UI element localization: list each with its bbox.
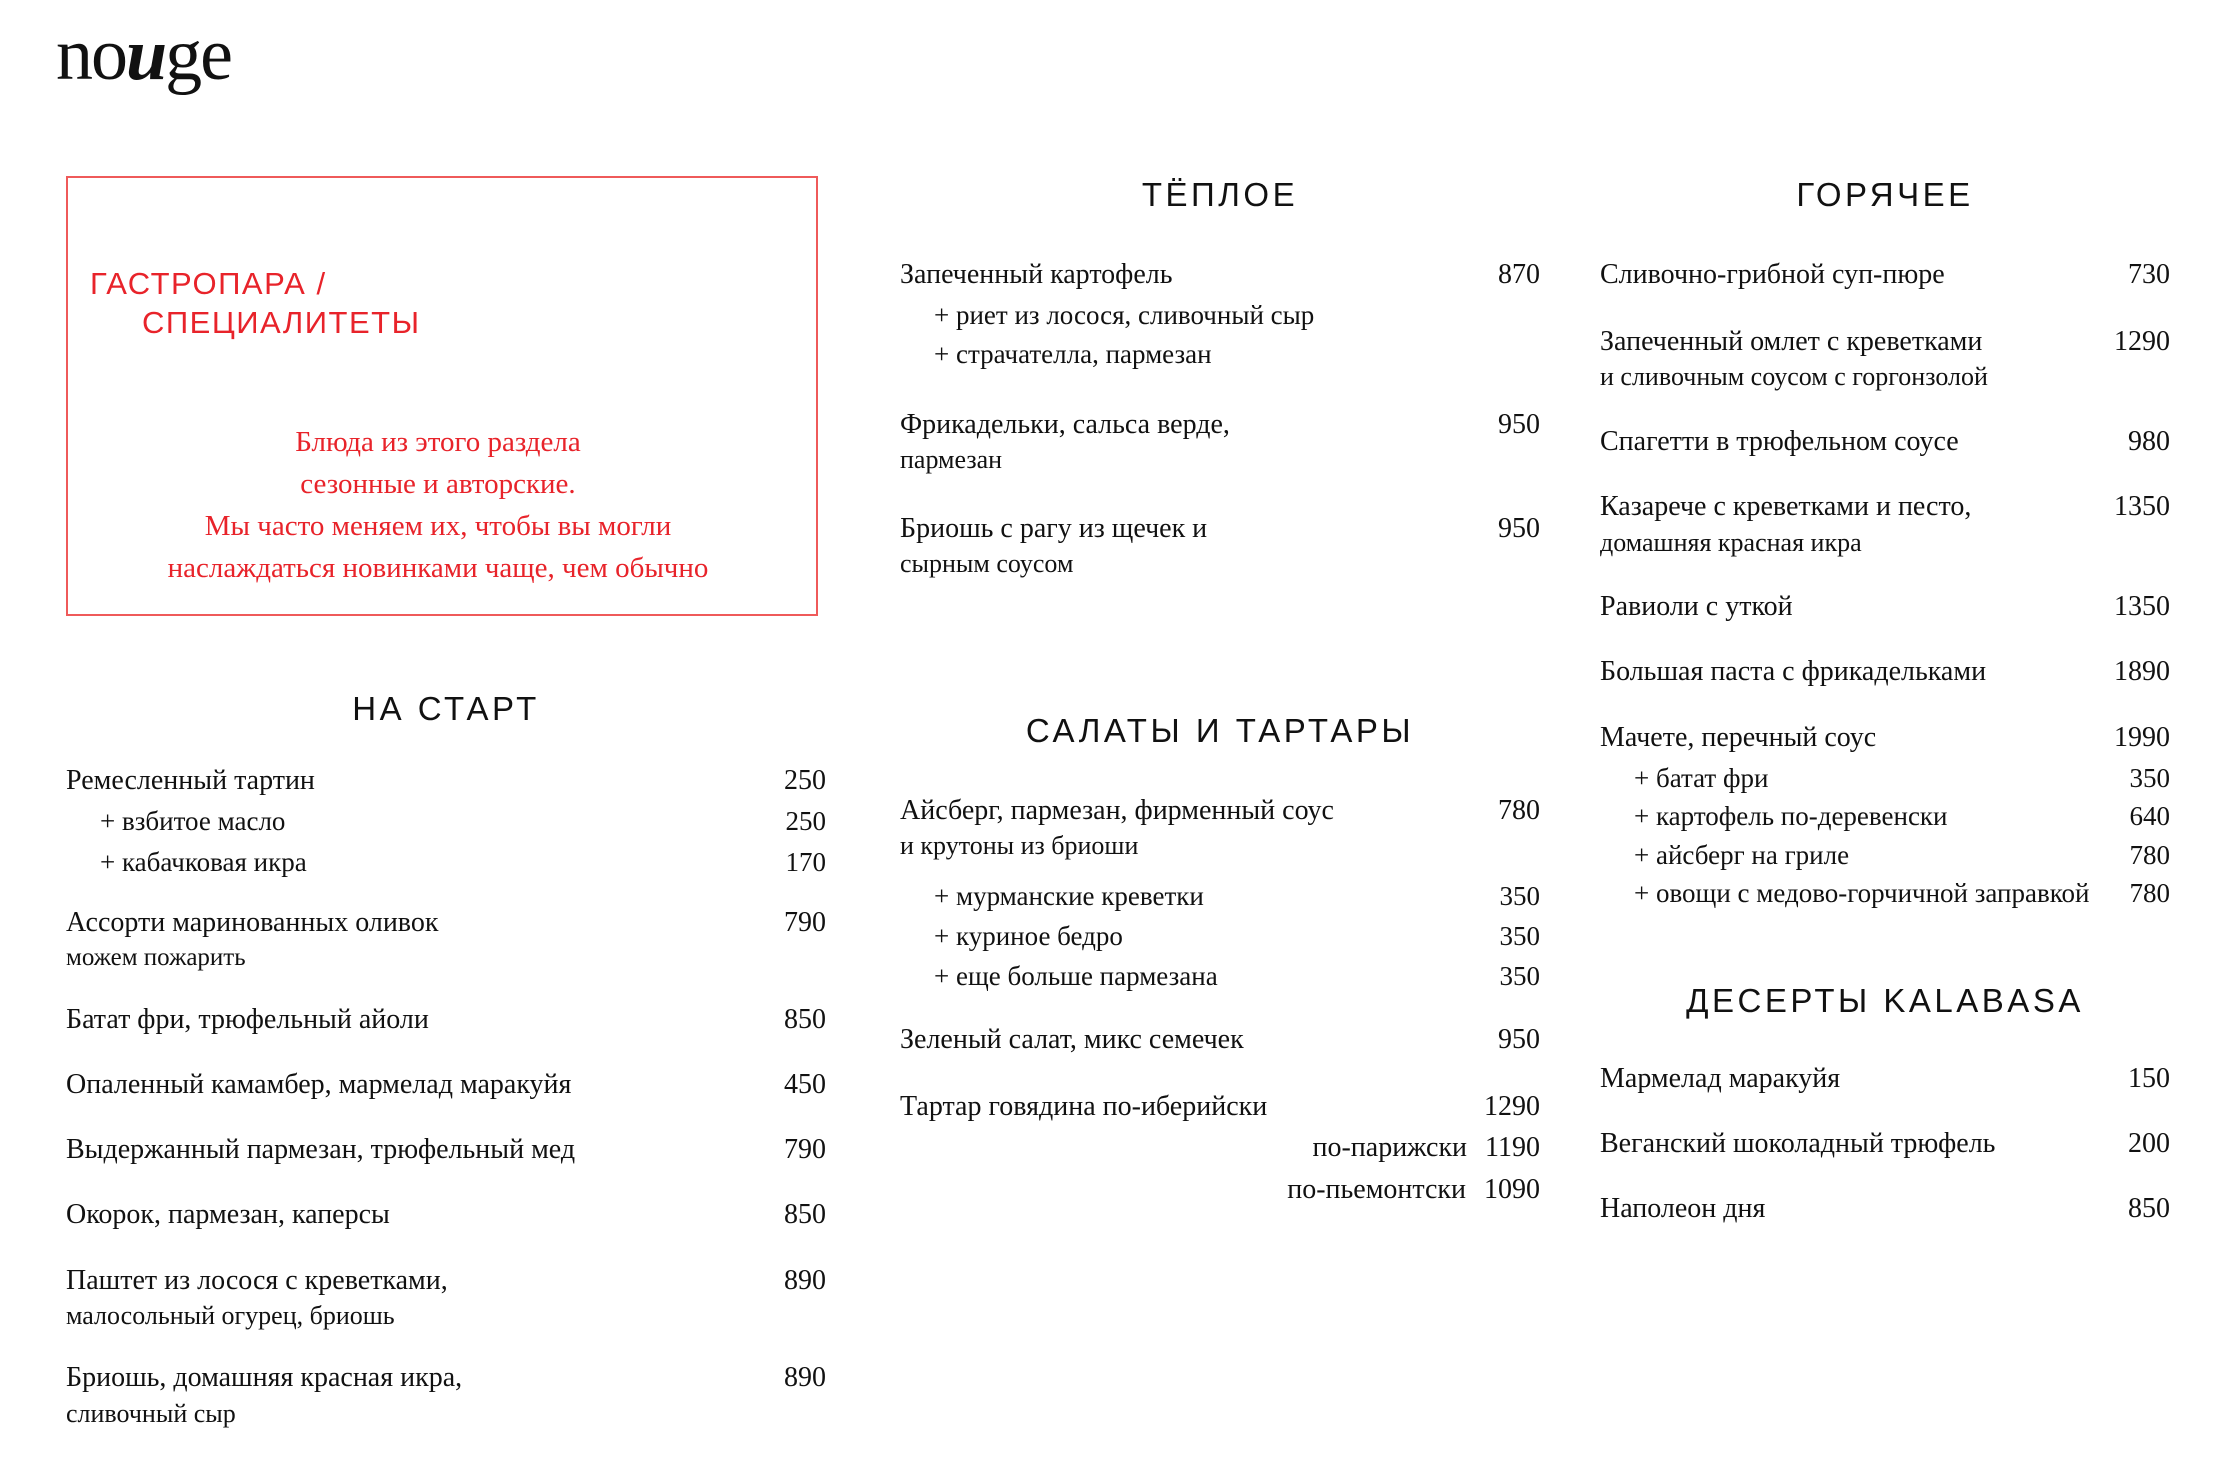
menu-item-price: 350 <box>1499 880 1540 911</box>
menu-item-name: + кабачковая икра <box>100 846 307 877</box>
menu-item-addon <box>1600 837 2170 873</box>
menu-item-price: 350 <box>1499 961 1540 992</box>
menu-item <box>66 1131 826 1168</box>
menu-item-name <box>900 792 1498 864</box>
menu-item-price: 850 <box>784 1199 826 1231</box>
menu-item <box>1600 588 2170 625</box>
menu-item-name: Сливочно-грибной суп-пюре <box>1600 259 1945 290</box>
menu-item-title: Фрикадельки, сальса верде, <box>900 409 1230 441</box>
menu-item-price: 890 <box>784 1264 826 1296</box>
menu-item-addon <box>900 918 1540 954</box>
menu-item-price: 980 <box>2128 426 2170 458</box>
menu-item-name: Запеченный картофель <box>900 259 1173 290</box>
menu-item-price: 850 <box>2128 1193 2170 1225</box>
menu-item-name: Спагетти в трюфельном соусе <box>1600 426 1959 458</box>
menu-item <box>1600 256 2170 293</box>
section-heading-desserts: ДЕСЕРТЫ KALABASA <box>1686 981 2084 1019</box>
menu-item-price: 780 <box>1498 794 1540 826</box>
menu-item-name: + куриное бедро <box>934 920 1123 951</box>
menu-item-name <box>66 1262 784 1334</box>
menu-item-name <box>1600 488 2114 560</box>
menu-item-subtitle: пармезан <box>900 445 1003 475</box>
menu-item-name <box>1634 875 2089 911</box>
menu-item-addon <box>900 297 1540 333</box>
specialties-body-line-3: Мы часто меняем их, чтобы вы могли <box>204 509 672 542</box>
menu-item-price: 790 <box>784 1134 826 1166</box>
menu-item-price: 1290 <box>2114 326 2170 358</box>
menu-item-price: 1350 <box>2114 491 2170 523</box>
menu-item-price: 450 <box>784 1068 826 1100</box>
section-items-salads <box>900 792 1540 1208</box>
menu-item-name: Опаленный камамбер, мармелад маракуйя <box>66 1068 572 1100</box>
menu-item <box>66 762 826 799</box>
menu-item-variant <box>900 1171 1540 1208</box>
specialties-body-line-1: Блюда из этого раздела <box>295 425 581 458</box>
menu-item-subtitle: заправкой <box>1974 878 2090 909</box>
menu-item-name: Мармелад маракуйя <box>1600 1062 1841 1094</box>
brand-logo: nouge <box>56 14 232 96</box>
menu-item-price: 1290 <box>1484 1091 1540 1123</box>
menu-item-name: Окорок, пармезан, каперсы <box>66 1199 390 1231</box>
menu-item-price: 1350 <box>2114 591 2170 623</box>
menu-item-price: 250 <box>784 765 826 796</box>
menu-item <box>66 1262 826 1334</box>
menu-item-subtitle: малосольный огурец, бриошь <box>66 1300 395 1330</box>
menu-item-addon <box>66 803 826 839</box>
section-items-start <box>66 762 826 1431</box>
section-heading-salads: САЛАТЫ И ТАРТАРЫ <box>1025 711 1415 749</box>
section-items-desserts <box>1600 1060 2170 1228</box>
menu-item-price: 1190 <box>1485 1132 1540 1164</box>
menu-item <box>900 792 1540 864</box>
section-heading-hot: ГОРЯЧЕЕ <box>1796 176 1974 213</box>
menu-item-name: Ремесленный тартин <box>66 765 315 796</box>
menu-item-addon <box>900 336 1540 372</box>
menu-item-subtitle: и крутоны из бриоши <box>900 830 1139 860</box>
menu-item-name: Веганский шоколадный трюфель <box>1600 1127 1996 1159</box>
menu-item-price: 350 <box>2129 762 2170 793</box>
menu-item-price: 170 <box>785 846 826 877</box>
menu-item-title: Запеченный омлет с креветками <box>1600 326 1983 358</box>
menu-item-addon <box>1600 875 2170 911</box>
menu-item-title: Бриошь, домашняя красная икра, <box>66 1362 463 1394</box>
menu-item-title: Айсберг, пармезан, фирменный соус <box>900 794 1334 826</box>
menu-item-name: + айсберг на гриле <box>1634 839 1850 870</box>
specialties-body-line-2: сезонные и авторские. <box>300 467 576 500</box>
menu-item-price: 250 <box>785 806 826 837</box>
menu-item-name <box>1600 323 2114 395</box>
menu-item <box>66 1359 826 1431</box>
menu-item-price: 780 <box>2129 878 2170 909</box>
specialties-body <box>90 421 786 589</box>
menu-item-name: Зеленый салат, микс семечек <box>900 1023 1244 1055</box>
section-items-warm <box>900 256 1540 582</box>
column-right <box>1600 176 2170 1249</box>
menu-item-price: 950 <box>1498 512 1540 544</box>
menu-item <box>66 1001 826 1038</box>
menu-item-name: + мурманские креветки <box>934 880 1204 911</box>
menu-item-addon <box>900 958 1540 994</box>
menu-item-price: 850 <box>784 1003 826 1035</box>
menu-item <box>900 510 1540 582</box>
menu-item-name: Наполеон дня <box>1600 1193 1766 1225</box>
specialties-title-line1: ГАСТРОПАРА / <box>90 265 327 301</box>
menu-item <box>66 1066 826 1103</box>
menu-item-price: 350 <box>1499 920 1540 951</box>
menu-item-price: 1990 <box>2114 721 2170 753</box>
menu-item-price: 150 <box>2128 1062 2170 1094</box>
menu-item-addon <box>1600 798 2170 834</box>
menu-item-name: + взбитое масло <box>100 806 286 837</box>
menu-item-addon <box>1600 760 2170 796</box>
section-heading-warm: ТЁПЛОЕ <box>1141 176 1299 213</box>
menu-item-price: 640 <box>2129 801 2170 832</box>
menu-item-name: Большая паста с фрикадельками <box>1600 656 1987 688</box>
section-items-hot <box>1600 256 2170 912</box>
menu-item-price: 890 <box>784 1362 826 1394</box>
menu-item-subtitle: домашняя красная икра <box>1600 527 1862 557</box>
menu-item <box>66 1196 826 1233</box>
menu-item-price: 200 <box>2128 1127 2170 1159</box>
menu-item-price: 950 <box>1498 409 1540 441</box>
menu-item-subtitle: сливочный сыр <box>66 1398 236 1428</box>
menu-item-name: по-пьемонтски <box>1287 1173 1466 1205</box>
menu-item <box>1600 323 2170 395</box>
menu-item <box>66 904 826 974</box>
specialties-title-line2: СПЕЦИАЛИТЕТЫ <box>142 305 421 341</box>
menu-item <box>1600 653 2170 690</box>
menu-item-name: + батат фри <box>1634 762 1769 793</box>
menu-item-name: + риет из лосося, сливочный сыр <box>934 300 1315 331</box>
menu-item-name: Выдержанный пармезан, трюфельный мед <box>66 1134 576 1166</box>
menu-item <box>1600 1060 2170 1097</box>
specialties-title <box>90 224 786 383</box>
menu-item <box>900 406 1540 478</box>
menu-item-price: 870 <box>1498 259 1540 290</box>
specialties-body-line-4: наслаждаться новинками чаще, чем обычно <box>167 551 709 584</box>
section-heading-start: НА СТАРТ <box>352 690 540 727</box>
menu-item-title: Казарече с креветками и песто, <box>1600 491 1972 523</box>
specialties-box <box>66 176 818 616</box>
menu-item-name: + картофель по-деревенски <box>1634 801 1948 832</box>
menu-item-name: по-парижски <box>1312 1132 1468 1164</box>
menu-item-note: можем пожарить <box>66 944 246 972</box>
menu-item-name: + страчателла, пармезан <box>934 338 1212 369</box>
menu-item-name <box>900 510 1498 582</box>
menu-item-name <box>900 406 1498 478</box>
menu-item-name: Равиоли с уткой <box>1600 591 1793 623</box>
menu-item-title: + овощи с медово-горчичной <box>1634 878 1969 909</box>
menu-item <box>1600 1125 2170 1162</box>
menu-item-name <box>66 1359 784 1431</box>
menu-item-price: 1090 <box>1484 1173 1540 1205</box>
menu-item-name: + еще больше пармезана <box>934 961 1218 992</box>
menu-item-subtitle: сырным соусом <box>900 549 1074 579</box>
menu-item-title: Паштет из лосося с креветками, <box>66 1264 448 1296</box>
menu-item-price: 950 <box>1498 1023 1540 1055</box>
menu-item <box>900 256 1540 293</box>
menu-item-addon <box>900 878 1540 914</box>
menu-item <box>1600 423 2170 460</box>
menu-item-name <box>66 904 784 974</box>
menu-item <box>1600 1190 2170 1227</box>
menu-item <box>900 1088 1540 1125</box>
menu-item-price: 780 <box>2129 839 2170 870</box>
menu-item-name: Батат фри, трюфельный айоли <box>66 1003 429 1035</box>
column-left <box>66 176 826 1453</box>
column-middle <box>900 176 1540 1230</box>
menu-item-variant <box>900 1129 1540 1166</box>
menu-item-price: 730 <box>2128 259 2170 290</box>
menu-item-title: Бриошь с рагу из щечек и <box>900 512 1208 544</box>
menu-item <box>1600 719 2170 756</box>
menu-item-subtitle: и сливочным соусом с горгонзолой <box>1600 362 1988 392</box>
menu-item-price: 790 <box>784 907 826 939</box>
menu-item-price: 1890 <box>2114 656 2170 688</box>
menu-item <box>1600 488 2170 560</box>
menu-item-name: Мачете, перечный соус <box>1600 721 1877 753</box>
menu-item <box>900 1021 1540 1058</box>
menu-item-title: Ассорти маринованных оливок <box>66 907 439 939</box>
menu-item-addon <box>66 844 826 880</box>
menu-item-name: Тартар говядина по-иберийски <box>900 1091 1268 1123</box>
